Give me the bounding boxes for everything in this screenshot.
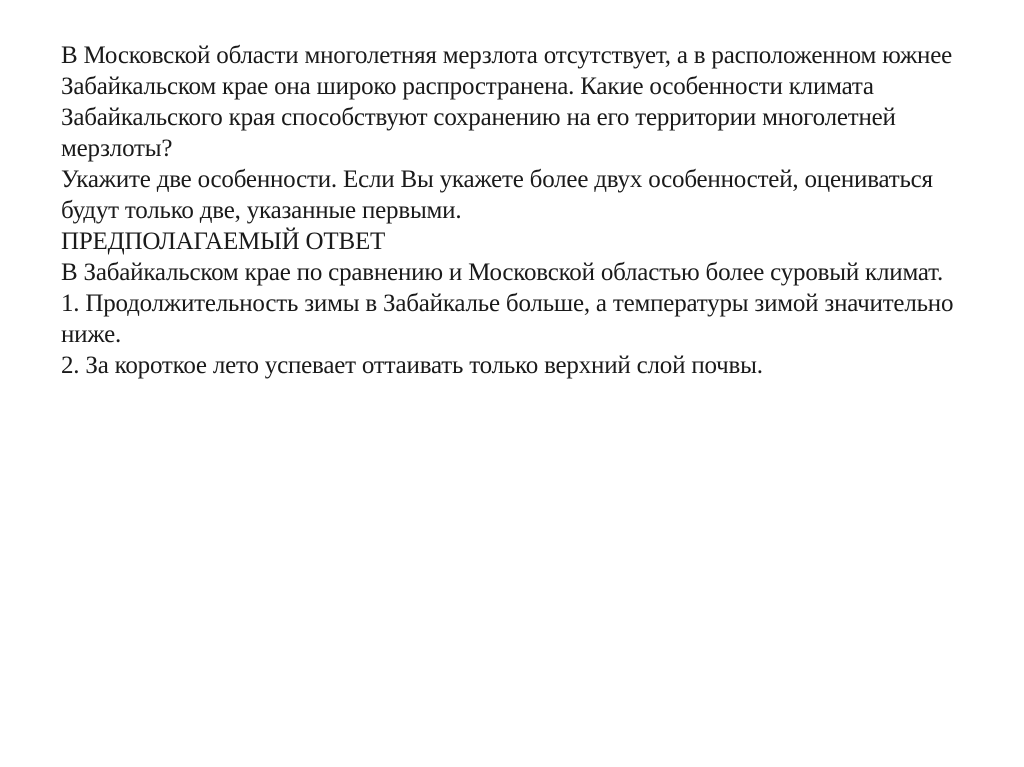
answer-point-1: 1. Продолжительность зимы в Забайкалье больше, а температуры зимой значительно ниже. <box>61 290 954 348</box>
slide-content <box>61 40 961 381</box>
question-text: В Московской области многолетняя мерзлота отсутствует, а в расположенном южнее Забайкальском крае она широко распространена. Какие особенности климата Забайкальского края способствуют сохранению на его территории многолетней мерзлоты? <box>61 42 953 162</box>
answer-heading: ПРЕДПОЛАГАЕМЫЙ ОТВЕТ <box>61 228 386 255</box>
instruction-text: Укажите две особенности. Если Вы укажете более двух особенностей, оцениваться будут только две, указанные первыми. <box>61 166 933 224</box>
answer-intro: В Забайкальском крае по сравнению и Московской областью более суровый климат. <box>61 259 944 286</box>
answer-point-2: 2. За короткое лето успевает оттаивать только верхний слой почвы. <box>61 352 763 379</box>
